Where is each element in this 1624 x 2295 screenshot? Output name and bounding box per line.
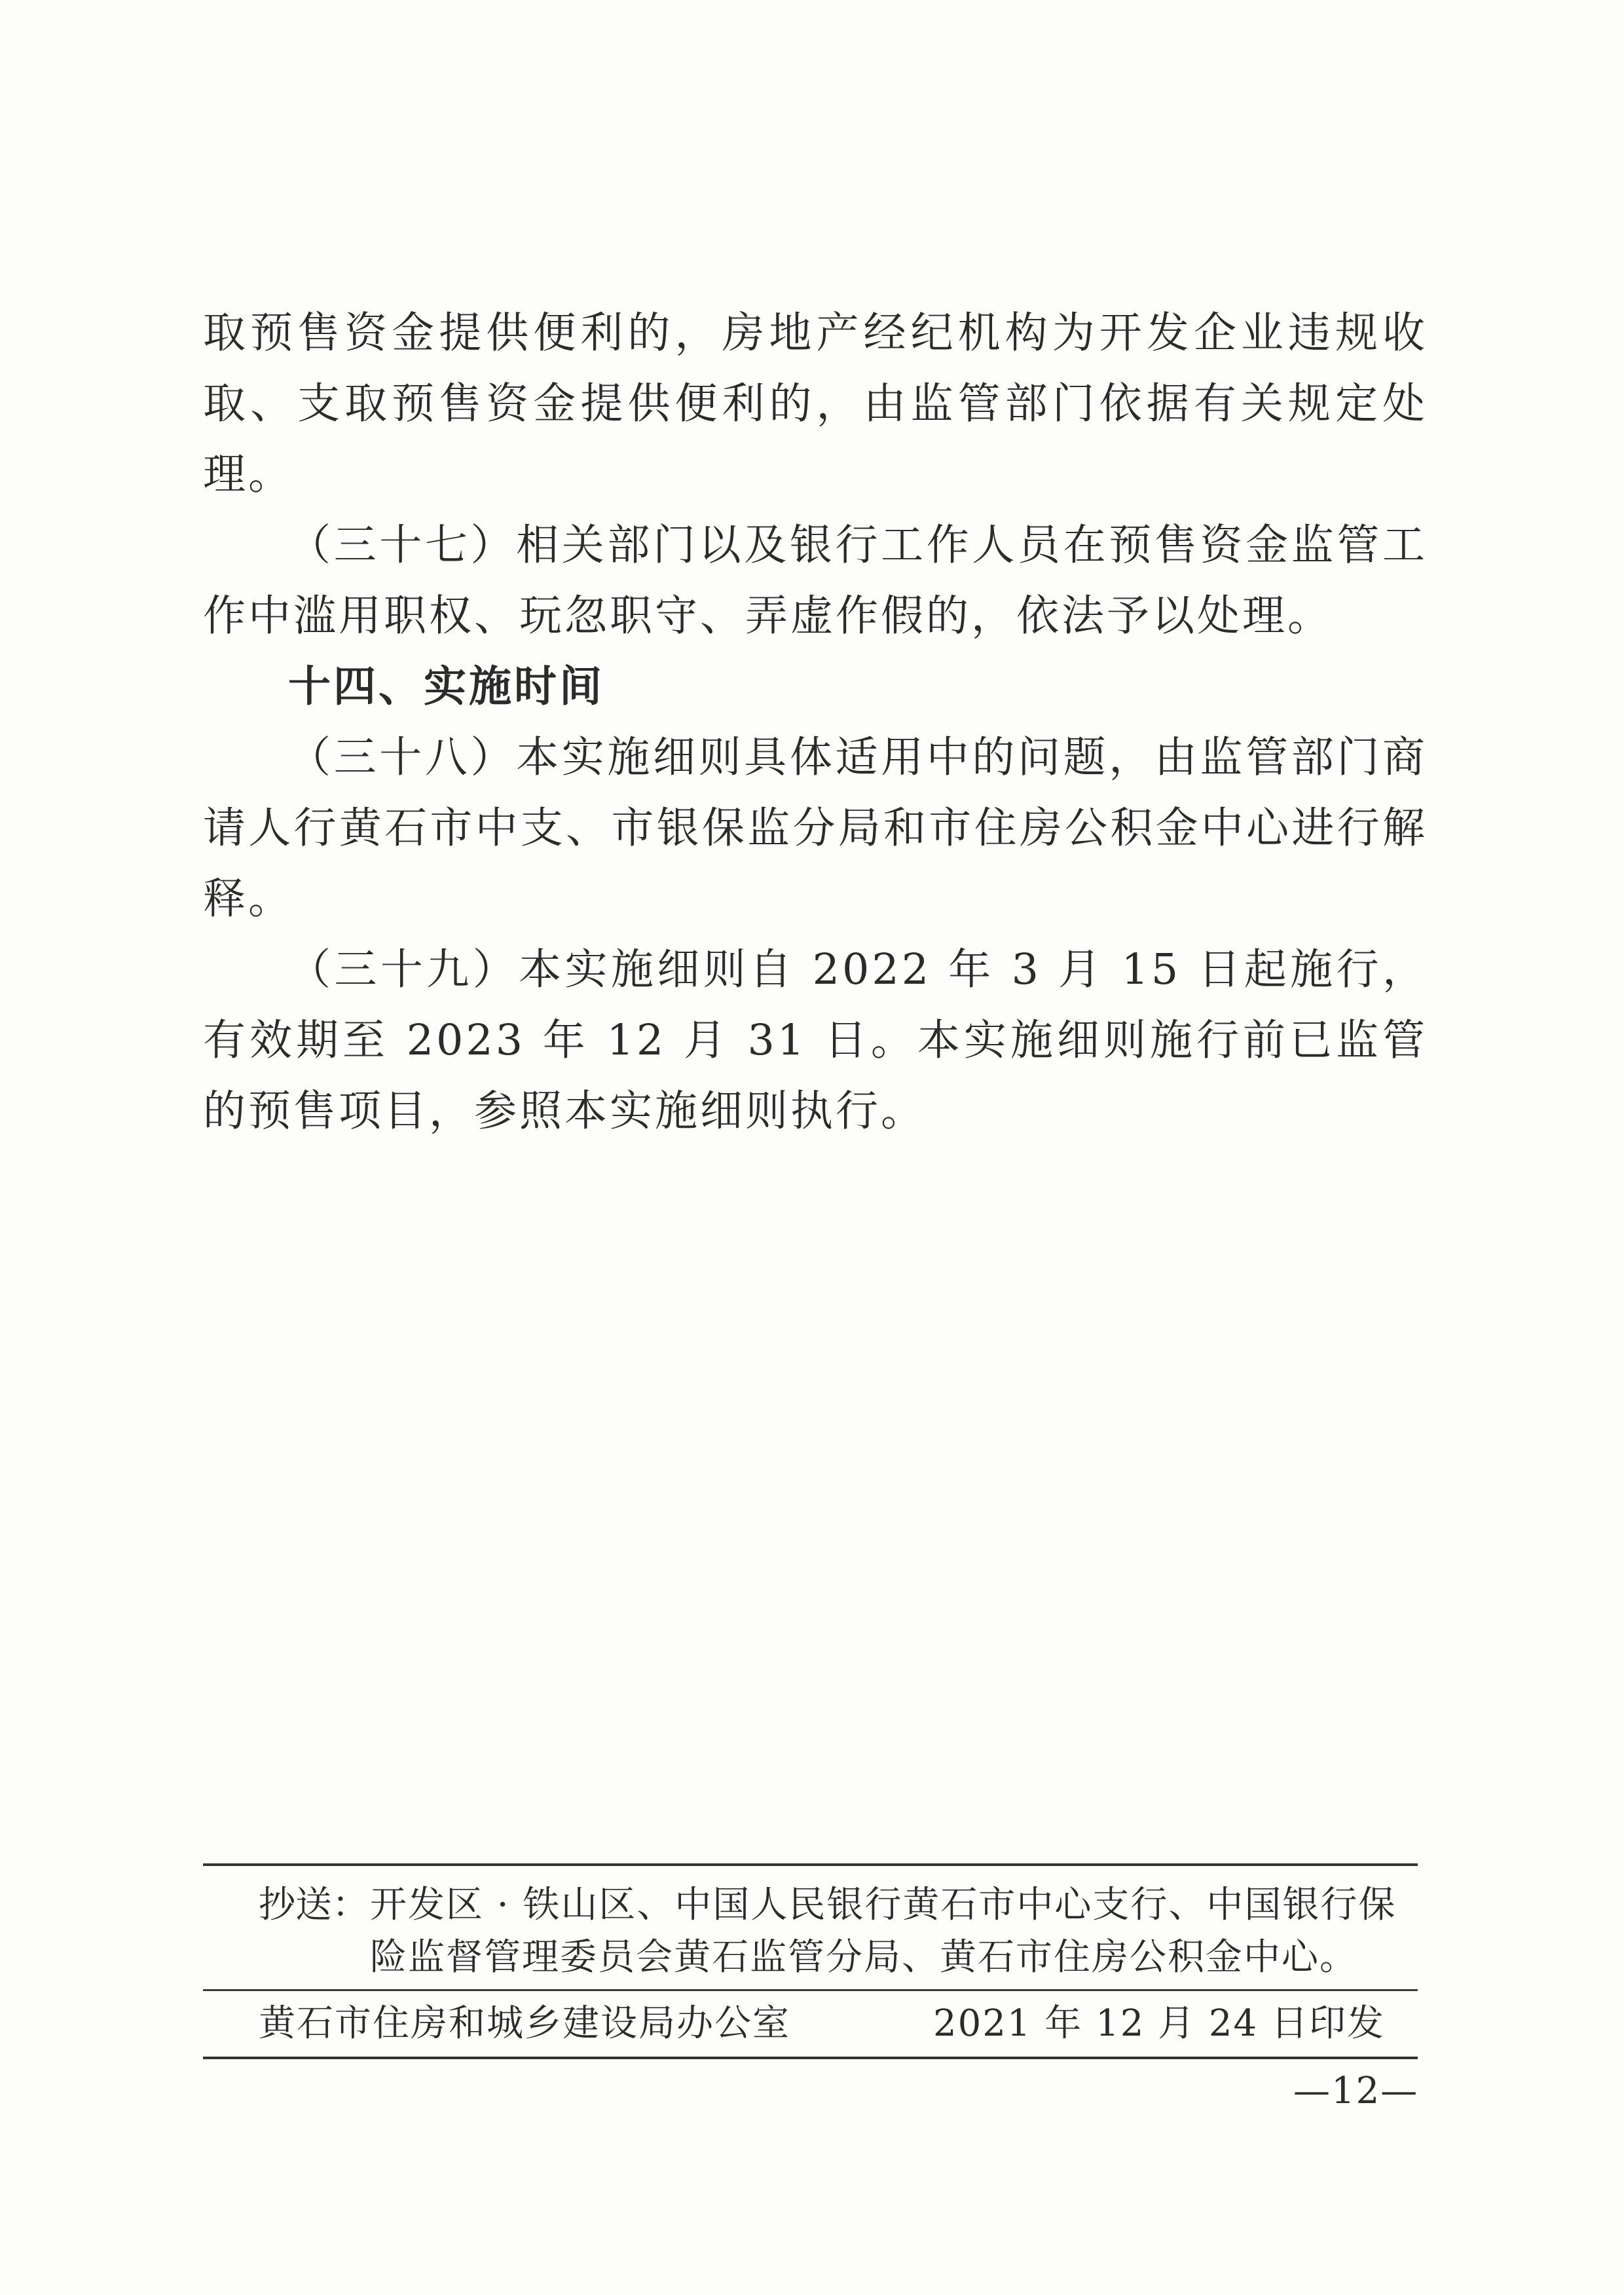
cc-label: 抄送： [259,1884,369,1926]
issuer-name: 黄石市住房和城乡建设局办公室 [259,2002,790,2045]
cc-recipients: 开发区 · 铁山区、中国人民银行黄石市中心支行、中国银行保险监督管理委员会黄石监管分局、黄石市住房公积金中心。 [370,1884,1397,1979]
footer-bottom-rule [203,2057,1418,2059]
paragraph-clause-37: （三十七）相关部门以及银行工作人员在预售资金监管工作中滥用职权、玩忽职守、弄虚作假的，依法予以处理。 [203,521,1428,641]
section-heading: 十四、实施时间 [288,662,605,711]
paragraph-clause-39: （三十九）本实施细则自 2022 年 3 月 15 日起施行，有效期至 2023 年 12 月 31 日。本实施细则施行前已监管的预售项目，参照本实施细则执行。 [203,945,1428,1136]
paragraph-clause-38: （三十八）本实施细则具体适用中的问题，由监管部门商请人行黄石市中支、市银保监分局和市住房公积金中心进行解释。 [203,733,1428,924]
issue-date: 2021 年 12 月 24 日印发 [932,2002,1385,2045]
body-text [203,298,1428,1147]
paragraph-continuation: 取预售资金提供便利的，房地产经纪机构为开发企业违规收取、支取预售资金提供便利的，由监管部门依据有关规定处理。 [203,308,1428,499]
cc-block [203,1866,1418,1989]
issuer-row [203,1991,1418,2057]
document-footer [203,1863,1418,2059]
page-number: —12— [1293,2070,1419,2112]
